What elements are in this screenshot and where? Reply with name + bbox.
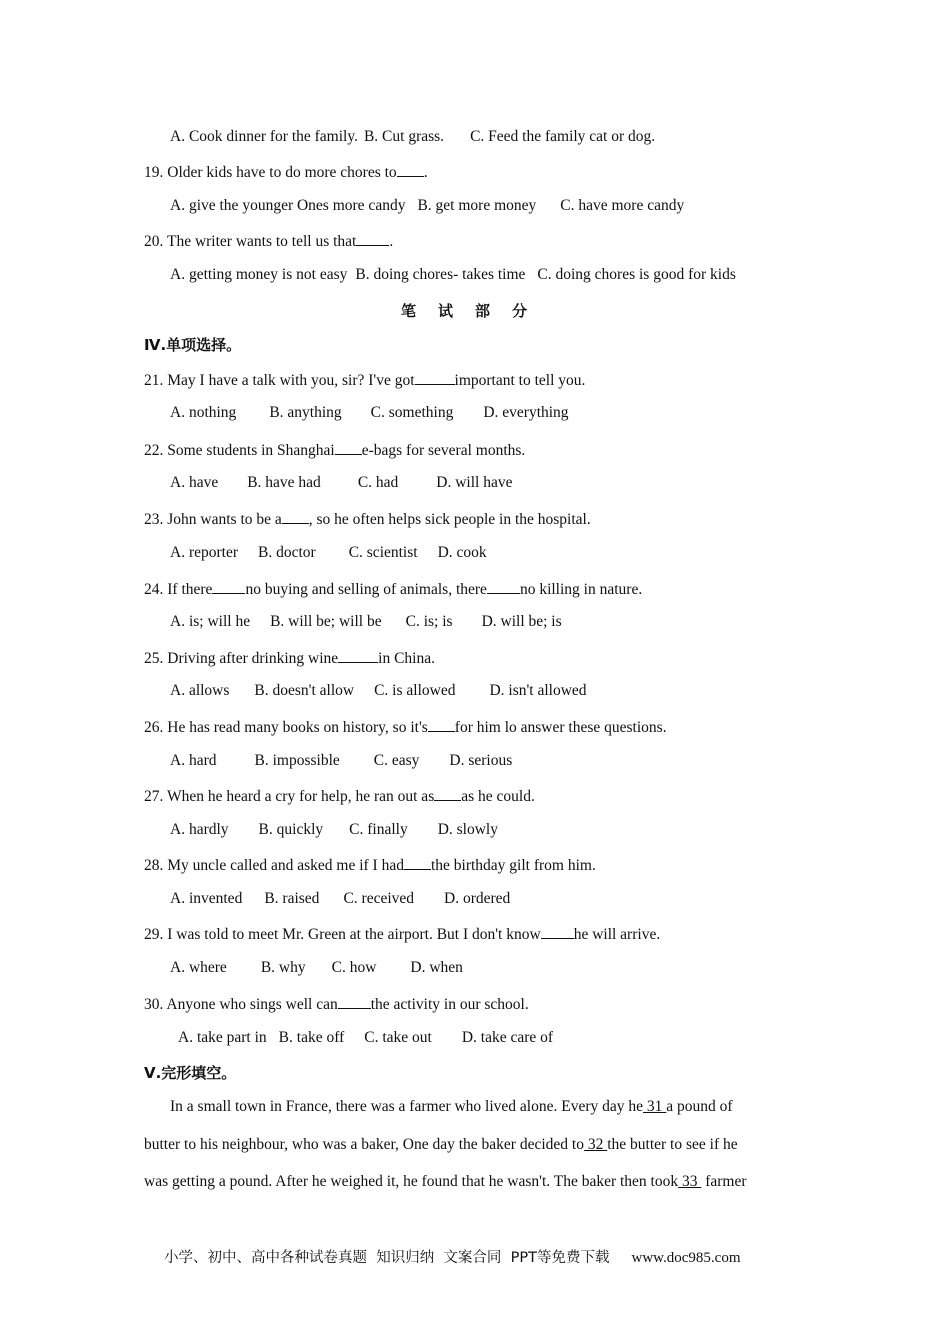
q20-options: A. getting money is not easy B. doing chores- takes time C. doing chores is good for kids [170, 266, 736, 283]
question-19: 19. Older kids have to do more chores to . [144, 161, 428, 183]
q21-options: A. nothing B. anything C. something D. everything [170, 404, 569, 421]
q29-options: A. where B. why C. how D. when [170, 959, 463, 976]
q18-option-c: C. Feed the family cat or dog. [470, 128, 656, 145]
q25-options: A. allows B. doesn't allow C. is allowed D. isn't allowed [170, 682, 587, 699]
answer-blank [282, 508, 309, 524]
cloze-blank-32: 32 [583, 1136, 608, 1153]
q18-options [170, 127, 655, 147]
q28-options: A. invented B. raised C. received D. ordered [170, 890, 511, 907]
section-5-heading: Ⅴ.完形填空。 [144, 1064, 237, 1082]
question-22: 22. Some students in Shanghai e-bags for several months. [144, 439, 525, 461]
q30-options: A. take part in B. take off C. take out D. take care of [178, 1029, 554, 1046]
q24-options: A. is; will he B. will be; will be C. is; is D. will be; is [170, 613, 562, 630]
question-30: 30. Anyone who sings well can the activity in our school. [144, 993, 529, 1015]
answer-blank [338, 647, 378, 663]
cloze-blank-31: 31 [643, 1098, 667, 1115]
answer-blank [434, 785, 461, 801]
question-20: 20. The writer wants to tell us that . [144, 230, 393, 252]
cloze-line-1: In a small town in France, there was a farmer who lived alone. Every day he 31 a pound of [170, 1098, 733, 1115]
answer-blank [338, 993, 371, 1009]
q18-option-a: A. Cook dinner for the family. [170, 128, 358, 145]
answer-blank [541, 923, 574, 939]
question-29: 29. I was told to meet Mr. Green at the airport. But I don't know he will arrive. [144, 923, 660, 945]
question-24: 24. If there no buying and selling of animals, there no killing in nature. [144, 578, 642, 600]
cloze-line-2: butter to his neighbour, who was a baker, One day the baker decided to 32 the butter to see if he [144, 1136, 738, 1153]
q18-option-b: B. Cut grass. [363, 128, 445, 145]
question-27: 27. When he heard a cry for help, he ran out as as he could. [144, 785, 535, 807]
answer-blank [487, 578, 520, 594]
answer-blank [335, 439, 362, 455]
written-part-title: 笔试部分 [400, 302, 549, 320]
question-26: 26. He has read many books on history, so it's for him lo answer these questions. [144, 716, 667, 738]
q19-options: A. give the younger Ones more candy B. get more money C. have more candy [170, 197, 685, 214]
question-25: 25. Driving after drinking wine in China. [144, 647, 435, 669]
answer-blank [415, 369, 455, 385]
q26-options: A. hard B. impossible C. easy D. serious [170, 752, 513, 769]
answer-blank [404, 854, 431, 870]
section-4-heading: Ⅳ.单项选择。 [144, 336, 242, 354]
cloze-blank-33: 33 [678, 1173, 702, 1190]
q27-options: A. hardly B. quickly C. finally D. slowly [170, 821, 498, 838]
page-footer [164, 1246, 741, 1267]
footer-text: 小学、初中、高中各种试卷真题 知识归纳 文案合同 PPT等免费下载 [164, 1250, 610, 1266]
footer-url[interactable]: www.doc985.com [631, 1250, 741, 1266]
question-21: 21. May I have a talk with you, sir? I've got important to tell you. [144, 369, 585, 391]
answer-blank [356, 230, 389, 246]
question-23: 23. John wants to be a , so he often helps sick people in the hospital. [144, 508, 591, 530]
q23-options: A. reporter B. doctor C. scientist D. cook [170, 544, 487, 561]
answer-blank [397, 161, 424, 177]
q22-options: A. have B. have had C. had D. will have [170, 474, 513, 491]
answer-blank [212, 578, 245, 594]
cloze-line-3: was getting a pound. After he weighed it, he found that he wasn't. The baker then took 33 farmer [144, 1173, 747, 1190]
answer-blank [428, 716, 455, 732]
question-28: 28. My uncle called and asked me if I had the birthday gilt from him. [144, 854, 596, 876]
